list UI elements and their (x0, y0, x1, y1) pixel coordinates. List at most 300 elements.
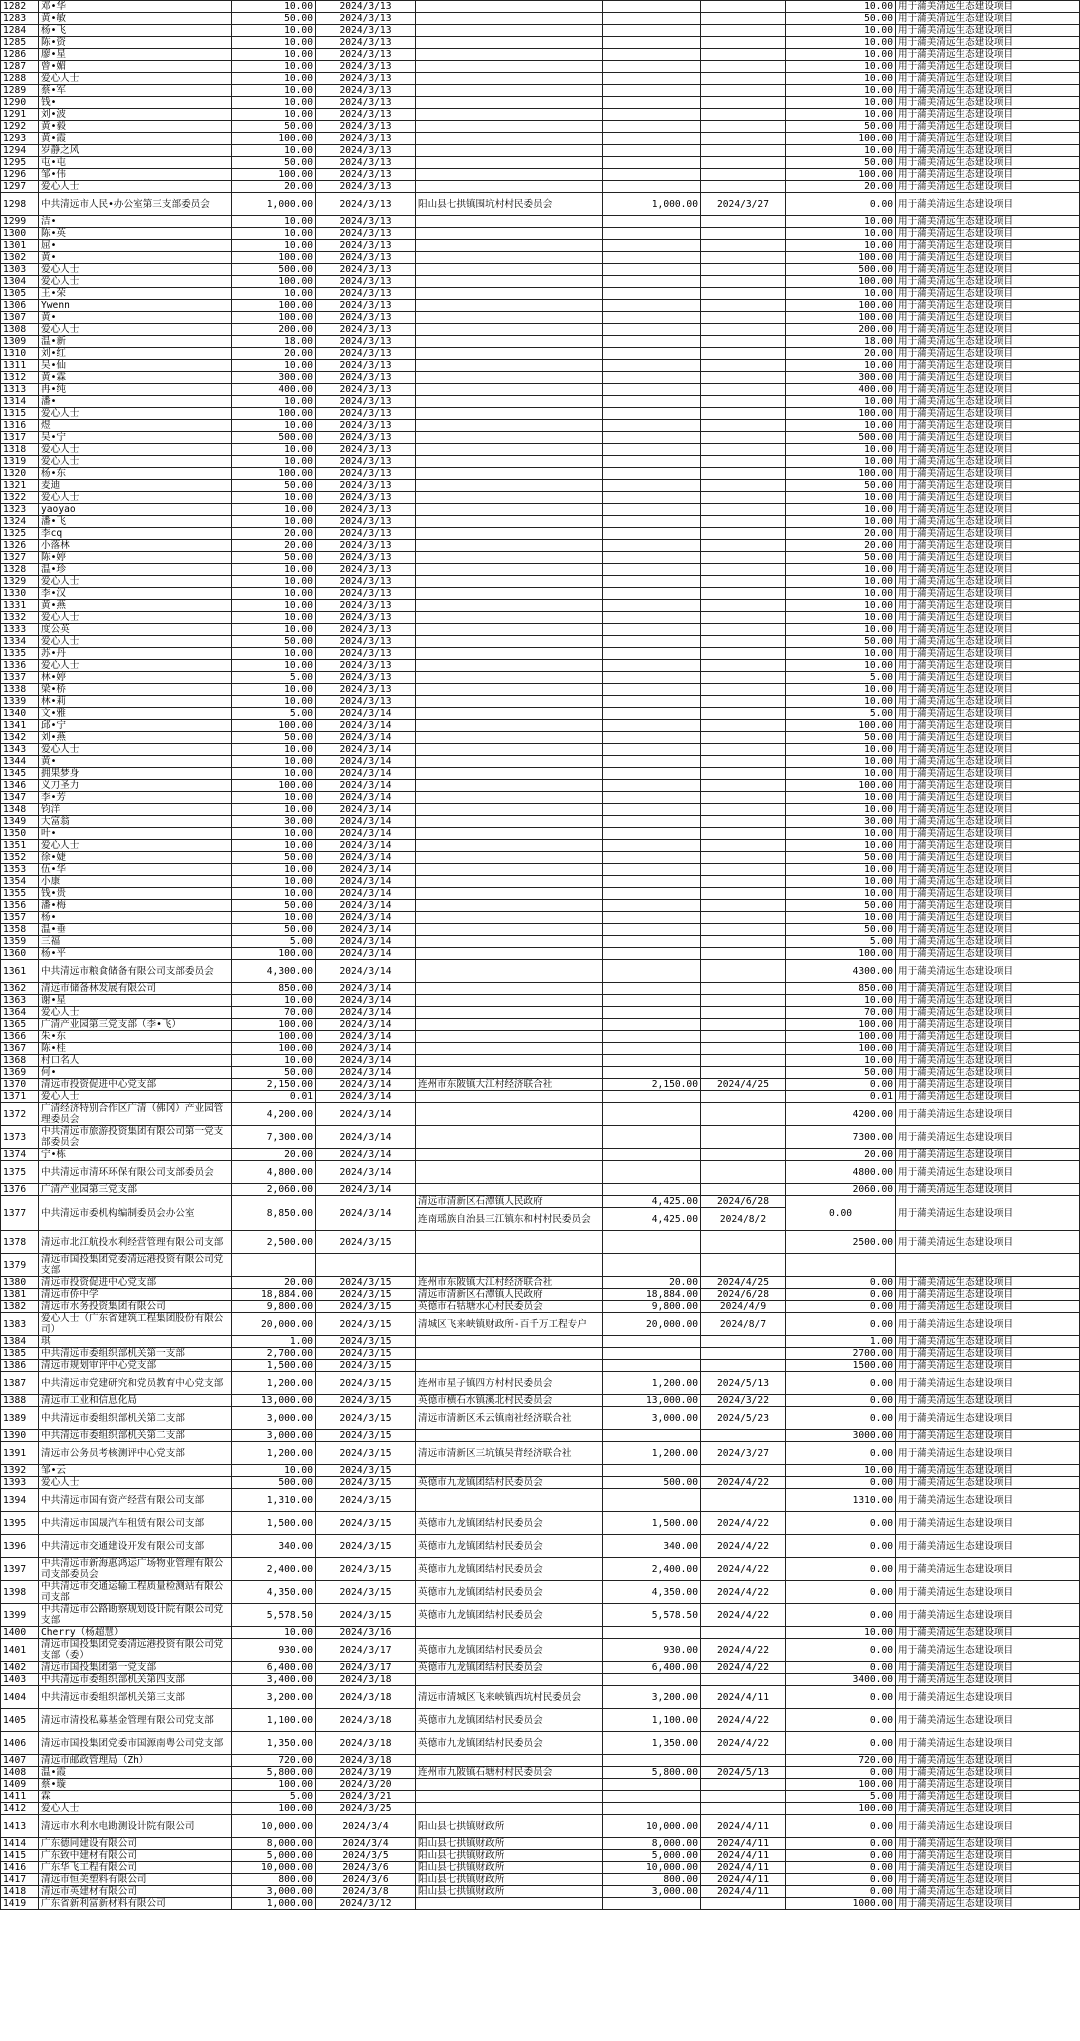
granted-amount (603, 133, 701, 145)
donor: 拥果梦身 (39, 768, 232, 780)
row-number: 1316 (1, 420, 39, 432)
donation-date: 2024/3/14 (316, 852, 416, 864)
recipient: 英德市九龙镇团结村民委员会 (416, 1604, 603, 1627)
donation-date: 2024/3/15 (316, 1604, 416, 1627)
grant-date (701, 684, 786, 696)
balance: 10.00 (786, 612, 896, 624)
donor: 清远市国投集团党委清远港投资有限公司党支部 (39, 1254, 232, 1277)
donation-date: 2024/3/13 (316, 133, 416, 145)
donation-date: 2024/3/13 (316, 97, 416, 109)
recipient (416, 228, 603, 240)
donor: 温•珍 (39, 564, 232, 576)
grant-date: 2024/6/28 (701, 1196, 786, 1208)
recipient (416, 612, 603, 624)
recipient (416, 1755, 603, 1767)
row-number: 1381 (1, 1289, 39, 1301)
table-row (1, 1372, 1080, 1395)
balance: 0.01 (786, 1091, 896, 1103)
balance: 10.00 (786, 995, 896, 1007)
granted-amount: 930.00 (603, 1639, 701, 1662)
donor: 黄•霞 (39, 133, 232, 145)
donation-date: 2024/3/13 (316, 540, 416, 552)
purpose: 用于蒲美清远生态建设项目 (896, 552, 1080, 564)
balance: 0.00 (786, 1886, 896, 1898)
granted-amount (603, 37, 701, 49)
donor: 爱心人士 (39, 1477, 232, 1489)
amount: 10.00 (232, 995, 316, 1007)
granted-amount (603, 636, 701, 648)
grant-date: 2024/5/13 (701, 1372, 786, 1395)
grant-date (701, 276, 786, 288)
grant-date (701, 1103, 786, 1126)
granted-amount (603, 1161, 701, 1184)
donation-date: 2024/3/13 (316, 576, 416, 588)
donor: 何• (39, 1067, 232, 1079)
purpose: 用于蒲美清远生态建设项目 (896, 1196, 1080, 1231)
recipient (416, 288, 603, 300)
recipient (416, 240, 603, 252)
balance: 10.00 (786, 1, 896, 13)
purpose: 用于蒲美清远生态建设项目 (896, 1103, 1080, 1126)
recipient (416, 1067, 603, 1079)
granted-amount (603, 13, 701, 25)
row-number: 1323 (1, 504, 39, 516)
purpose: 用于蒲美清远生态建设项目 (896, 1031, 1080, 1043)
granted-amount: 10,000.00 (603, 1815, 701, 1838)
recipient (416, 13, 603, 25)
purpose: 用于蒲美清远生态建设项目 (896, 109, 1080, 121)
granted-amount (603, 444, 701, 456)
row-number: 1402 (1, 1662, 39, 1674)
table-row (1, 948, 1080, 960)
donor: 清远市国投集团第一党支部 (39, 1662, 232, 1674)
row-number: 1397 (1, 1558, 39, 1581)
amount: 70.00 (232, 1007, 316, 1019)
balance: 1310.00 (786, 1489, 896, 1512)
grant-date: 2024/4/11 (701, 1815, 786, 1838)
purpose: 用于蒲美清远生态建设项目 (896, 696, 1080, 708)
donation-date: 2024/3/15 (316, 1313, 416, 1336)
purpose: 用于蒲美清远生态建设项目 (896, 121, 1080, 133)
amount: 18,884.00 (232, 1289, 316, 1301)
amount: 6,400.00 (232, 1662, 316, 1674)
purpose: 用于蒲美清远生态建设项目 (896, 408, 1080, 420)
row-number: 1380 (1, 1277, 39, 1289)
table-row (1, 121, 1080, 133)
grant-date (701, 960, 786, 983)
donor: Cherry（杨超慧） (39, 1627, 232, 1639)
recipient (416, 552, 603, 564)
donation-date: 2024/3/6 (316, 1862, 416, 1874)
recipient (416, 480, 603, 492)
amount: 10.00 (232, 660, 316, 672)
donation-date: 2024/3/8 (316, 1886, 416, 1898)
recipient (416, 456, 603, 468)
row-number: 1296 (1, 169, 39, 181)
donation-date: 2024/3/13 (316, 564, 416, 576)
donor: 广清产业园第三党支部（李•飞） (39, 1019, 232, 1031)
amount: 100.00 (232, 1803, 316, 1815)
granted-amount (603, 1067, 701, 1079)
amount: 100.00 (232, 1031, 316, 1043)
donor: 爱心人士 (39, 492, 232, 504)
grant-date (701, 552, 786, 564)
amount: 10.00 (232, 792, 316, 804)
granted-amount (603, 348, 701, 360)
row-number: 1403 (1, 1674, 39, 1686)
table-row (1, 49, 1080, 61)
grant-date: 2024/4/22 (701, 1639, 786, 1662)
donor: 谢•星 (39, 995, 232, 1007)
table-row (1, 732, 1080, 744)
row-number: 1313 (1, 384, 39, 396)
empty-cell (701, 1254, 786, 1277)
grant-date (701, 744, 786, 756)
recipient: 阳山县七拱镇财政所 (416, 1850, 603, 1862)
balance: 20.00 (786, 1149, 896, 1161)
balance: 10.00 (786, 492, 896, 504)
amount: 2,700.00 (232, 1348, 316, 1360)
table-row (1, 372, 1080, 384)
grant-date (701, 216, 786, 228)
table-row (1, 1803, 1080, 1815)
purpose: 用于蒲美清远生态建设项目 (896, 444, 1080, 456)
recipient (416, 85, 603, 97)
grant-date (701, 516, 786, 528)
donation-date: 2024/3/13 (316, 109, 416, 121)
recipient (416, 145, 603, 157)
table-row (1, 73, 1080, 85)
table-row (1, 1662, 1080, 1674)
donor: 清远市恒美塑料有限公司 (39, 1874, 232, 1886)
donation-date: 2024/3/5 (316, 1850, 416, 1862)
recipient: 英德市九龙镇团结村民委员会 (416, 1512, 603, 1535)
table-row (1, 1430, 1080, 1442)
table-row (1, 360, 1080, 372)
amount: 1,500.00 (232, 1360, 316, 1372)
amount: 3,000.00 (232, 1407, 316, 1430)
grant-date (701, 312, 786, 324)
recipient (416, 720, 603, 732)
donation-date: 2024/3/15 (316, 1372, 416, 1395)
purpose: 用于蒲美清远生态建设项目 (896, 924, 1080, 936)
table-row (1, 624, 1080, 636)
donation-date: 2024/3/13 (316, 408, 416, 420)
donation-date: 2024/3/15 (316, 1301, 416, 1313)
table-row (1, 181, 1080, 193)
balance: 10.00 (786, 61, 896, 73)
table-row (1, 936, 1080, 948)
table-row (1, 252, 1080, 264)
donation-date: 2024/3/13 (316, 288, 416, 300)
table-row (1, 216, 1080, 228)
purpose: 用于蒲美清远生态建设项目 (896, 1886, 1080, 1898)
recipient: 清远市清新区石潭镇人民政府 (416, 1196, 603, 1208)
purpose: 用于蒲美清远生态建设项目 (896, 240, 1080, 252)
row-number: 1333 (1, 624, 39, 636)
row-number: 1363 (1, 995, 39, 1007)
grant-date (701, 1465, 786, 1477)
recipient (416, 37, 603, 49)
row-number: 1298 (1, 193, 39, 216)
table-row (1, 1019, 1080, 1031)
balance: 10.00 (786, 25, 896, 37)
granted-amount: 20,000.00 (603, 1313, 701, 1336)
donation-date: 2024/3/14 (316, 864, 416, 876)
donation-date: 2024/3/15 (316, 1430, 416, 1442)
purpose: 用于蒲美清远生态建设项目 (896, 1639, 1080, 1662)
recipient (416, 61, 603, 73)
row-number: 1290 (1, 97, 39, 109)
donation-date: 2024/3/14 (316, 1196, 416, 1231)
grant-date (701, 252, 786, 264)
donation-date: 2024/3/18 (316, 1732, 416, 1755)
donor: 黄• (39, 312, 232, 324)
table-row (1, 193, 1080, 216)
granted-amount (603, 1103, 701, 1126)
row-number: 1337 (1, 672, 39, 684)
purpose: 用于蒲美清远生态建设项目 (896, 1184, 1080, 1196)
recipient: 阳山县七拱镇财政所 (416, 1815, 603, 1838)
donation-date: 2024/3/13 (316, 169, 416, 181)
purpose: 用于蒲美清远生态建设项目 (896, 936, 1080, 948)
donor: 潘•飞 (39, 516, 232, 528)
grant-date (701, 169, 786, 181)
amount: 5.00 (232, 1791, 316, 1803)
amount: 10.00 (232, 588, 316, 600)
granted-amount (603, 1465, 701, 1477)
donor: 黄•燕 (39, 600, 232, 612)
balance: 100.00 (786, 1043, 896, 1055)
table-row (1, 660, 1080, 672)
recipient (416, 492, 603, 504)
table-row (1, 145, 1080, 157)
donor: 清远市工业和信息化局 (39, 1395, 232, 1407)
donor: 钧洋 (39, 804, 232, 816)
balance: 300.00 (786, 372, 896, 384)
balance: 720.00 (786, 1755, 896, 1767)
recipient (416, 49, 603, 61)
table-row (1, 720, 1080, 732)
purpose: 用于蒲美清远生态建设项目 (896, 1779, 1080, 1791)
granted-amount: 340.00 (603, 1535, 701, 1558)
amount: 20.00 (232, 540, 316, 552)
donor: 黄•毅 (39, 121, 232, 133)
granted-amount (603, 864, 701, 876)
purpose: 用于蒲美清远生态建设项目 (896, 396, 1080, 408)
grant-date (701, 85, 786, 97)
granted-amount (603, 1674, 701, 1686)
row-number: 1358 (1, 924, 39, 936)
purpose: 用于蒲美清远生态建设项目 (896, 1313, 1080, 1336)
recipient (416, 1779, 603, 1791)
row-number: 1308 (1, 324, 39, 336)
granted-amount: 18,884.00 (603, 1289, 701, 1301)
donor: 义刀圣力 (39, 780, 232, 792)
granted-amount (603, 1779, 701, 1791)
grant-date (701, 1126, 786, 1149)
amount: 300.00 (232, 372, 316, 384)
balance: 100.00 (786, 1019, 896, 1031)
recipient (416, 181, 603, 193)
grant-date (701, 732, 786, 744)
row-number: 1412 (1, 1803, 39, 1815)
row-number: 1350 (1, 828, 39, 840)
donor: 钱• (39, 97, 232, 109)
granted-amount (603, 228, 701, 240)
amount: 4,350.00 (232, 1581, 316, 1604)
donor: 爱心人士 (39, 840, 232, 852)
balance: 10.00 (786, 504, 896, 516)
balance: 0.00 (786, 193, 896, 216)
balance: 10.00 (786, 396, 896, 408)
balance: 100.00 (786, 408, 896, 420)
row-number: 1418 (1, 1886, 39, 1898)
balance: 50.00 (786, 852, 896, 864)
balance: 18.00 (786, 336, 896, 348)
granted-amount (603, 360, 701, 372)
table-row (1, 37, 1080, 49)
grant-date (701, 1007, 786, 1019)
row-number: 1330 (1, 588, 39, 600)
row-number: 1411 (1, 1791, 39, 1803)
donor: 中共清远市委组织部机关第二支部 (39, 1407, 232, 1430)
recipient: 清远市清新区石潭镇人民政府 (416, 1289, 603, 1301)
purpose: 用于蒲美清远生态建设项目 (896, 1231, 1080, 1254)
balance: 10.00 (786, 840, 896, 852)
recipient (416, 1489, 603, 1512)
amount: 3,000.00 (232, 1886, 316, 1898)
table-row (1, 816, 1080, 828)
donor: 刘•波 (39, 109, 232, 121)
row-number: 1415 (1, 1850, 39, 1862)
row-number: 1293 (1, 133, 39, 145)
amount: 50.00 (232, 900, 316, 912)
recipient (416, 360, 603, 372)
balance: 5.00 (786, 1791, 896, 1803)
donation-date: 2024/3/13 (316, 240, 416, 252)
granted-amount: 3,000.00 (603, 1886, 701, 1898)
amount: 100.00 (232, 133, 316, 145)
balance: 50.00 (786, 1067, 896, 1079)
amount: 1,000.00 (232, 1898, 316, 1910)
table-row (1, 1755, 1080, 1767)
donation-date: 2024/3/13 (316, 85, 416, 97)
donation-date: 2024/3/13 (316, 193, 416, 216)
donor: 叶• (39, 828, 232, 840)
donation-date: 2024/3/13 (316, 600, 416, 612)
purpose: 用于蒲美清远生态建设项目 (896, 1838, 1080, 1850)
grant-date (701, 121, 786, 133)
recipient (416, 1336, 603, 1348)
purpose: 用于蒲美清远生态建设项目 (896, 888, 1080, 900)
amount: 10.00 (232, 444, 316, 456)
amount: 10.00 (232, 756, 316, 768)
balance: 10.00 (786, 145, 896, 157)
balance: 4800.00 (786, 1161, 896, 1184)
balance: 50.00 (786, 480, 896, 492)
donation-date: 2024/3/13 (316, 588, 416, 600)
balance: 100.00 (786, 169, 896, 181)
grant-date (701, 660, 786, 672)
granted-amount (603, 492, 701, 504)
amount: 850.00 (232, 983, 316, 995)
grant-date (701, 504, 786, 516)
recipient (416, 1674, 603, 1686)
row-number: 1336 (1, 660, 39, 672)
amount: 1,310.00 (232, 1489, 316, 1512)
balance: 0.00 (786, 1558, 896, 1581)
purpose: 用于蒲美清远生态建设项目 (896, 1395, 1080, 1407)
table-row (1, 133, 1080, 145)
recipient (416, 708, 603, 720)
grant-date (701, 408, 786, 420)
row-number: 1328 (1, 564, 39, 576)
row-number: 1304 (1, 276, 39, 288)
recipient (416, 983, 603, 995)
balance: 10.00 (786, 888, 896, 900)
recipient (416, 1043, 603, 1055)
row-number: 1287 (1, 61, 39, 73)
balance: 10.00 (786, 588, 896, 600)
donor: 苏•丹 (39, 648, 232, 660)
donation-date: 2024/3/15 (316, 1442, 416, 1465)
purpose: 用于蒲美清远生态建设项目 (896, 768, 1080, 780)
balance (786, 1254, 896, 1277)
balance: 200.00 (786, 324, 896, 336)
amount: 720.00 (232, 1755, 316, 1767)
recipient (416, 876, 603, 888)
amount: 10.00 (232, 768, 316, 780)
donation-date: 2024/3/14 (316, 1091, 416, 1103)
row-number: 1332 (1, 612, 39, 624)
amount: 100.00 (232, 169, 316, 181)
row-number: 1390 (1, 1430, 39, 1442)
row-number: 1377 (1, 1196, 39, 1231)
amount: 10.00 (232, 97, 316, 109)
grant-date: 2024/3/27 (701, 193, 786, 216)
donation-date: 2024/3/14 (316, 816, 416, 828)
row-number: 1361 (1, 960, 39, 983)
table-row (1, 1898, 1080, 1910)
balance: 0.00 (786, 1604, 896, 1627)
donor: 中共清远市委组织部机关第二支部 (39, 1430, 232, 1442)
purpose: 用于蒲美清远生态建设项目 (896, 1067, 1080, 1079)
table-row (1, 756, 1080, 768)
donation-date: 2024/3/14 (316, 840, 416, 852)
amount: 50.00 (232, 13, 316, 25)
recipient (416, 444, 603, 456)
table-row (1, 1512, 1080, 1535)
row-number: 1362 (1, 983, 39, 995)
purpose: 用于蒲美清远生态建设项目 (896, 1767, 1080, 1779)
table-row (1, 1791, 1080, 1803)
row-number: 1286 (1, 49, 39, 61)
granted-amount (603, 804, 701, 816)
balance: 10.00 (786, 37, 896, 49)
donation-date: 2024/3/14 (316, 708, 416, 720)
donation-date: 2024/3/13 (316, 456, 416, 468)
recipient (416, 468, 603, 480)
purpose: 用于蒲美清远生态建设项目 (896, 780, 1080, 792)
donation-date: 2024/3/13 (316, 300, 416, 312)
granted-amount: 800.00 (603, 1874, 701, 1886)
amount: 930.00 (232, 1639, 316, 1662)
table-row (1, 1489, 1080, 1512)
donor: 杨• (39, 912, 232, 924)
grant-date (701, 588, 786, 600)
granted-amount: 1,200.00 (603, 1442, 701, 1465)
